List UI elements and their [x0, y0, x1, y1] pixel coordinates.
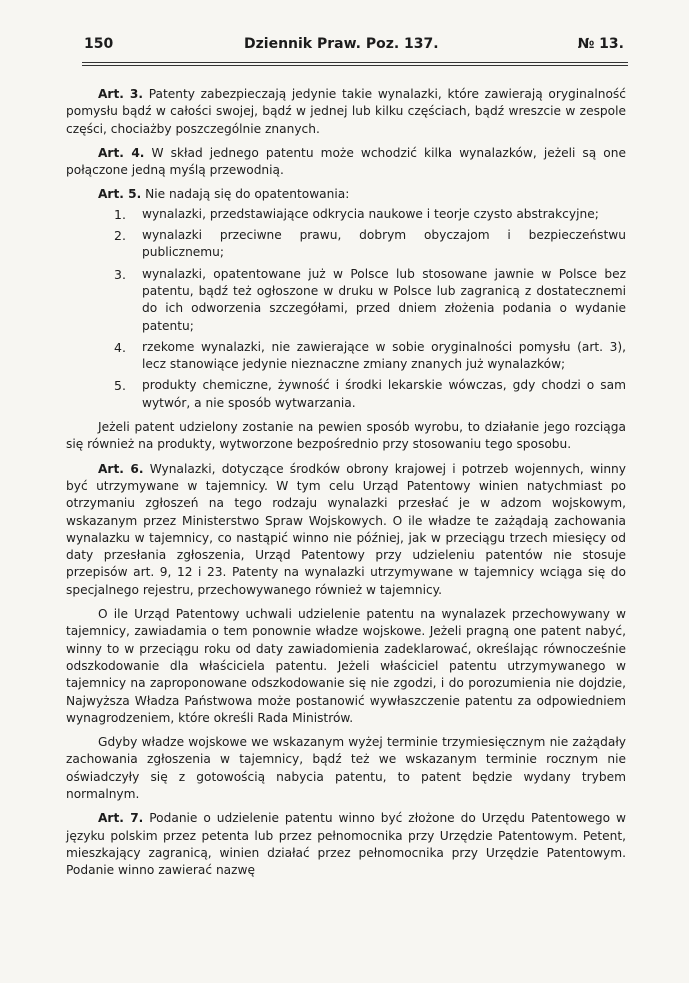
article-text: Wynalazki, dotyczące środków obrony krajowej i potrzeb wojennych, winny być utrzymywane w tajemnicy. W tym celu Urząd Patentowy winien natychmiast po otrzymaniu zgłoszeń na tego rodzaju wynalazki przesłać je w adzom wojskowym, wskazanym przez Ministerstwo Spraw Wojskowych. O ile władze te zażądają zachowania wynalazku w tajemnicy, co nastąpić winno nie później, jak w przeciągu trzech miesięcy od daty przesłania zgłoszenia, Urząd Patentowy przy udzieleniu patentów nie stosuje przepisów art. 9, 12 i 23. Patenty na wynalazki utrzymywane w tajemnicy wciąga się do specjalnego rejestru, przechowywanego również w tajemnicy.: [66, 461, 626, 597]
article-3: [66, 86, 626, 138]
list-item: [66, 339, 626, 374]
header-rule-top: [82, 62, 628, 63]
header-rule-bottom: [82, 65, 628, 66]
list-item-number: 2.: [114, 228, 126, 244]
article-text: Patenty zabezpieczają jedynie takie wynalazki, które zawierają oryginalność pomysłu bądź w całości swojej, bądź w jednej lub kilku częściach, bądź wreszcie w zespole części, chociażby poszczególnie znanych.: [66, 87, 626, 136]
list-item-text: rzekome wynalazki, nie zawierające w sobie oryginalności pomysłu (art. 3), lecz stanowiące jedynie nieznaczne zmiany znanych już wynalazków;: [142, 339, 626, 372]
list-item-text: wynalazki, przedstawiające odkrycia naukowe i teorje czysto abstrakcyjne;: [142, 206, 599, 221]
issue-number: № 13.: [577, 36, 624, 52]
article-6: [66, 461, 626, 599]
article-6-paragraph-2: O ile Urząd Patentowy uchwali udzielenie patentu na wynalazek przechowywany w tajemnicy, zawiadamia o tem ponownie władze wojskowe. Jeżeli pragną one patent nabyć, winny to w przeciągu roku od daty zawiadomienia zadeklarować, określając równocześnie odszkodowanie dla właściciela patentu. Jeżeli właściciel patentu utrzymywanego w tajemnicy na zaproponowane odszkodowanie się nie zgodzi, i do porozumienia nie dojdzie, Najwyższa Władza Państwowa może postanowić wywłaszczenie patentu za odpowiedniem wynagrodzeniem, które określi Rada Ministrów.: [66, 607, 626, 725]
article-5-list: [66, 206, 626, 412]
article-7: [66, 810, 626, 879]
article-5-closing: Jeżeli patent udzielony zostanie na pewien sposób wyrobu, to działanie jego rozciąga się również na produkty, wytworzone bezpośrednio przy stosowaniu tego sposobu.: [66, 420, 626, 452]
list-item-number: 1.: [114, 206, 126, 222]
document-body: [66, 86, 626, 886]
list-item: [66, 206, 626, 223]
article-text: Nie nadają się do opatentowania:: [145, 187, 350, 202]
list-item-text: wynalazki, opatentowane już w Polsce lub stosowane jawnie w Polsce bez patentu, bądź też ogłoszone w druku w Polsce lub zagranicą z dostatecznemi do ich odworzenia szczegółami, przed dniem złożenia podania o wydanie patentu;: [142, 266, 626, 333]
article-5: [66, 186, 626, 203]
article-label: Art. 6.: [98, 461, 144, 476]
article-label: Art. 5.: [98, 187, 142, 202]
article-text: Podanie o udzielenie patentu winno być złożone do Urzędu Patentowego w języku polskim przez petenta lub przez pełnomocnika przy Urzędzie Patentowym. Petent, mieszkający zagranicą, winien działać przez pełnomocnika przy Urzędzie Patentowym. Podanie winno zawierać nazwę: [66, 811, 626, 878]
article-4: [66, 145, 626, 180]
list-item: [66, 377, 626, 412]
journal-title: Dziennik Praw. Poz. 137.: [244, 36, 439, 52]
article-text: W skład jednego patentu może wchodzić kilka wynalazków, jeżeli są one połączone jedną myślą przewodnią.: [66, 145, 626, 178]
page-number: 150: [84, 36, 114, 52]
list-item-number: 4.: [114, 339, 126, 355]
article-label: Art. 3.: [98, 87, 144, 101]
article-label: Art. 7.: [98, 811, 144, 826]
article-6-paragraph-3: Gdyby władze wojskowe we wskazanym wyżej terminie trzymiesięcznym nie zażądały zachowania zgłoszenia w tajemnicy, bądź też we wskazanym terminie rocznym nie oświadczyły się z gotowością nabycia patentu, to patent będzie wydany trybem normalnym.: [66, 735, 626, 801]
list-item-number: 5.: [114, 378, 126, 394]
list-item: [66, 266, 626, 335]
list-item: [66, 227, 626, 262]
list-item-text: wynalazki przeciwne prawu, dobrym obyczajom i bezpieczeństwu publicznemu;: [142, 228, 626, 260]
list-item-number: 3.: [114, 266, 126, 282]
article-label: Art. 4.: [98, 145, 145, 160]
page-header: [84, 36, 624, 58]
list-item-text: produkty chemiczne, żywność i środki lekarskie wówczas, gdy chodzi o sam wytwór, a nie sposób wytwarzania.: [142, 378, 626, 410]
